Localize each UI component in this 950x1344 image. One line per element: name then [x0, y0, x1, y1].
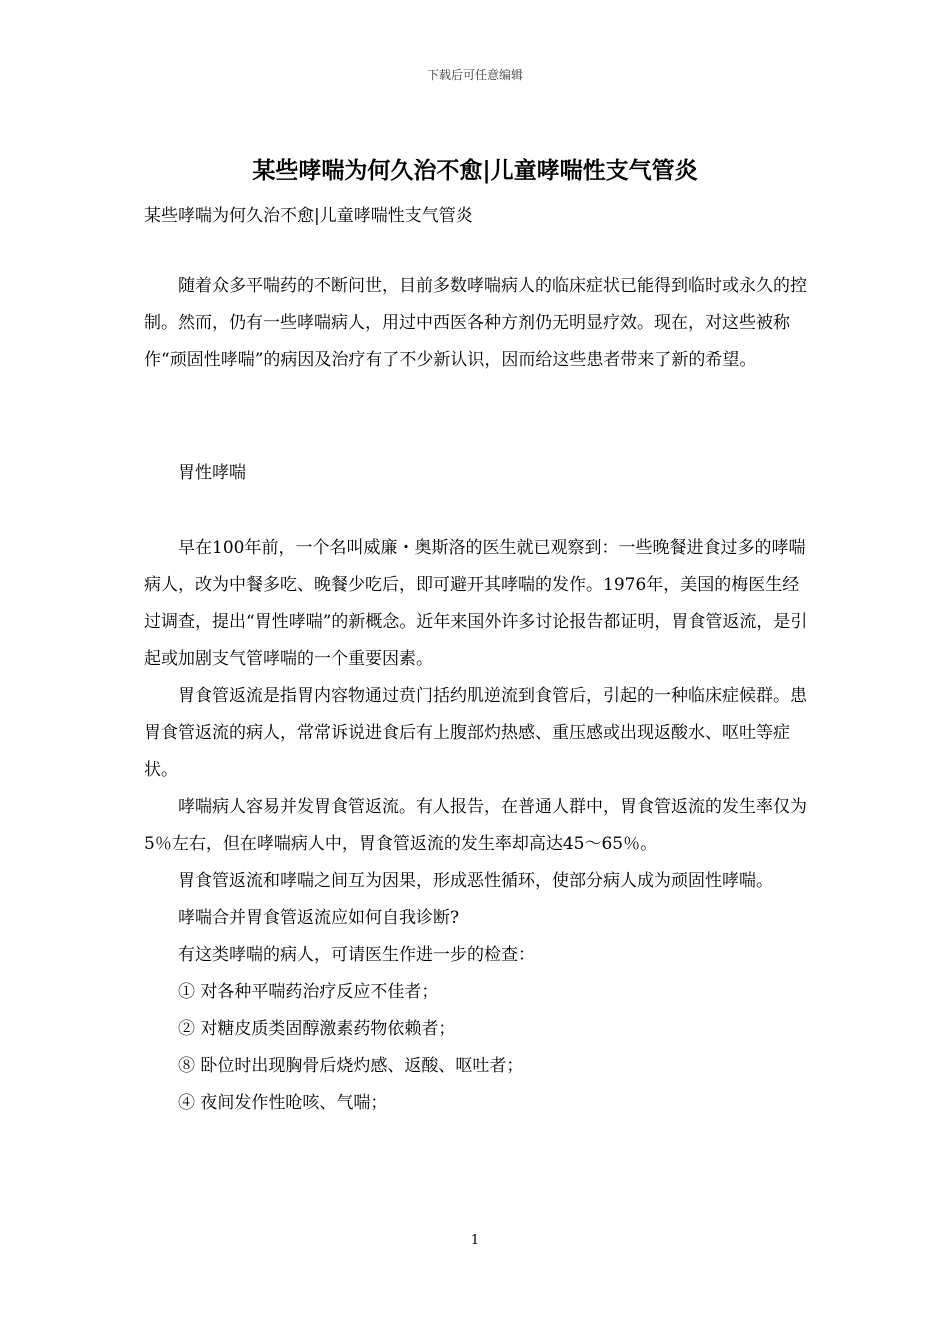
paragraph: 胃食管返流和哮喘之间互为因果，形成恶性循环，使部分病人成为顽固性哮喘。: [178, 871, 773, 891]
paragraph: 早在100年前，一个名叫威廉・奥斯洛的医生就已观察到：一些晚餐进食过多的哮喘病人，改为中餐多吃、晚餐少吃后，即可避开其哮喘的发作。1976年，美国的梅医生经过调查，提出“胃性哮喘”的新概念。近年来国外许多讨论报告都证明，胃食管返流，是引起或加剧支气管哮喘的一个重要因素。: [144, 538, 808, 669]
section-heading: 胃性哮喘: [178, 463, 246, 483]
paragraph: 有这类哮喘的病人，可请医生作进一步的检查：: [178, 945, 535, 965]
intro-section: [144, 268, 810, 379]
intro-paragraph: 随着众多平喘药的不断问世，目前多数哮喘病人的临床症状已能得到临时或永久的控制。然而，仍有一些哮喘病人，用过中西医各种方剂仍无明显疗效。现在，对这些被称作“顽固性哮喘”的病因及治疗有了不少新认识，因而给这些患者带来了新的希望。: [144, 276, 807, 370]
body-section: [144, 530, 810, 1122]
document-subtitle: 某些哮喘为何久治不愈|儿童哮喘性支气管炎: [144, 206, 473, 226]
list-item: ② 对糖皮质类固醇激素药物依赖者；: [178, 1019, 456, 1039]
page-number: 1: [470, 1233, 480, 1248]
list-item: ① 对各种平喘药治疗反应不佳者；: [178, 982, 439, 1002]
paragraph: 哮喘合并胃食管返流应如何自我诊断?: [178, 908, 460, 928]
document-title: 某些哮喘为何久治不愈|儿童哮喘性支气管炎: [252, 157, 698, 184]
paragraph: 胃食管返流是指胃内容物通过贲门括约肌逆流到食管后，引起的一种临床症候群。患胃食管返流的病人，常常诉说进食后有上腹部灼热感、重压感或出现返酸水、呕吐等症状。: [144, 686, 807, 780]
page-header: 下载后可任意编辑: [426, 68, 523, 82]
list-item: ⑧ 卧位时出现胸骨后烧灼感、返酸、呕吐者；: [178, 1056, 524, 1076]
list-item: ④ 夜间发作性呛咳、气喘；: [178, 1093, 388, 1113]
paragraph: 哮喘病人容易并发胃食管返流。有人报告，在普通人群中，胃食管返流的发生率仅为5％左右，但在哮喘病人中，胃食管返流的发生率却高达45～65％。: [144, 797, 807, 854]
section-heading-block: [144, 455, 810, 492]
